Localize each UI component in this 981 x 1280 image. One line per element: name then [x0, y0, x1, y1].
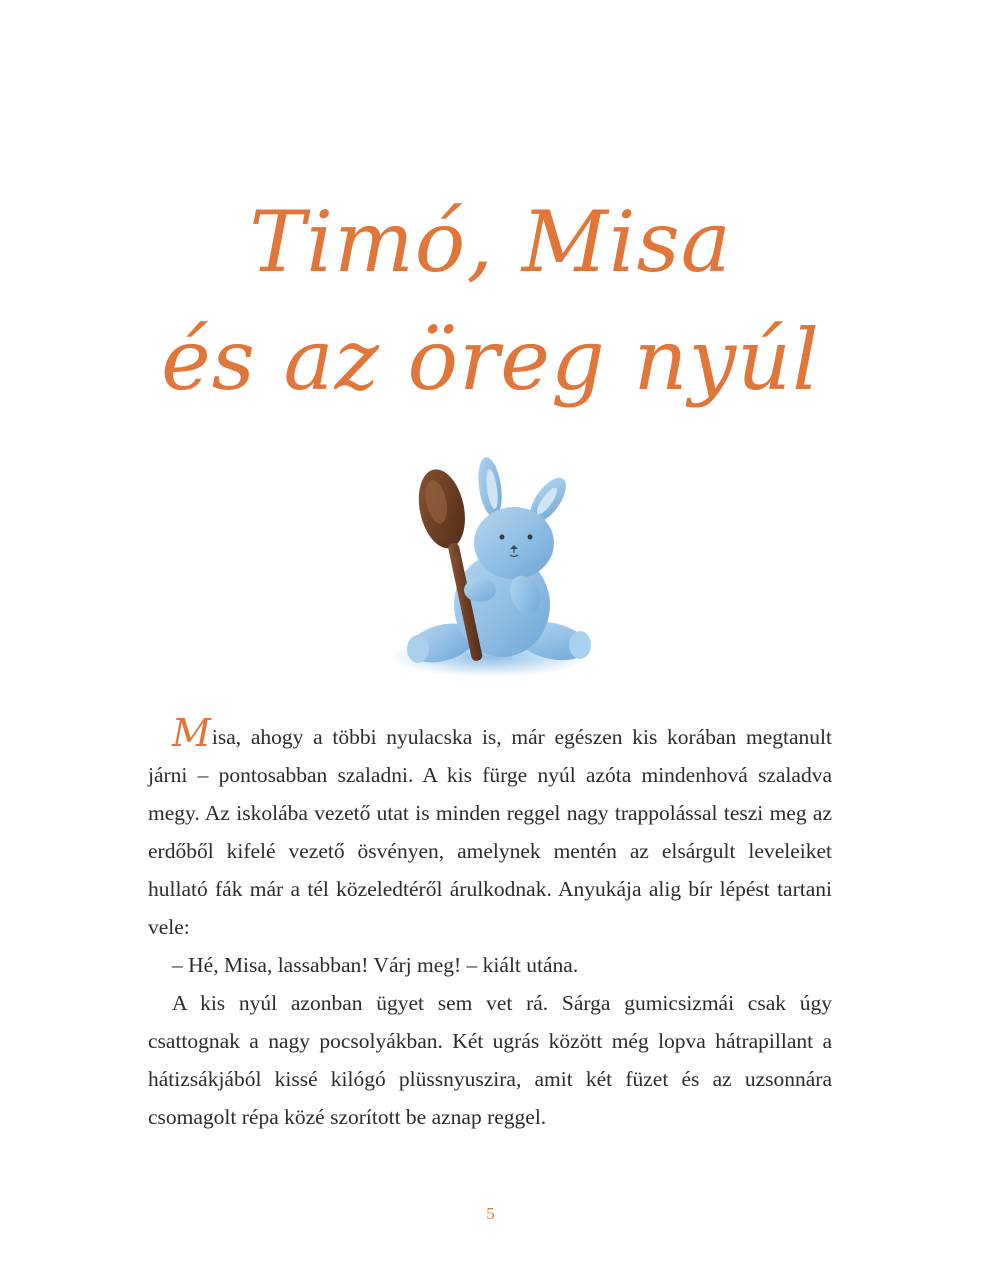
chapter-title-line-2: és az öreg nyúl [161, 311, 820, 409]
page-number: 5 [486, 1204, 495, 1223]
paragraph-1 [148, 711, 832, 946]
paragraph-3: A kis nyúl azonban ügyet sem vet rá. Sárga gumicsizmái csak úgy csattognak a nagy pocsolyákban. Két ugrás között még lopva hátrapillant a hátizsákjából kissé kilógó plüssnyuszira, amit két füzet és az uzsonnára csomagolt répa közé szorított be aznap reggel. [148, 991, 832, 1129]
chapter-title-line-1: Timó, Misa [249, 193, 732, 291]
paragraph-2: – Hé, Misa, lassabban! Várj meg! – kiált utána. [172, 953, 579, 977]
story-text [148, 711, 832, 1136]
drop-cap: M [172, 711, 211, 755]
paragraph-1-text: isa, ahogy a többi nyulacska is, már egészen kis korában megtanult járni – pontosabban szaladni. A kis fürge nyúl azóta mindenhová szaladva megy. Az iskolába vezető utat is minden reggel nagy trappolással teszi meg az erdőből kifelé vezető ösvényen, amelynek mentén az elsárgult leveleiket hullató fák már a tél közeledtéről árulkodnak. Anyukája alig bír lépést tartani vele: [148, 725, 832, 939]
blue-bunny-icon [390, 445, 600, 680]
